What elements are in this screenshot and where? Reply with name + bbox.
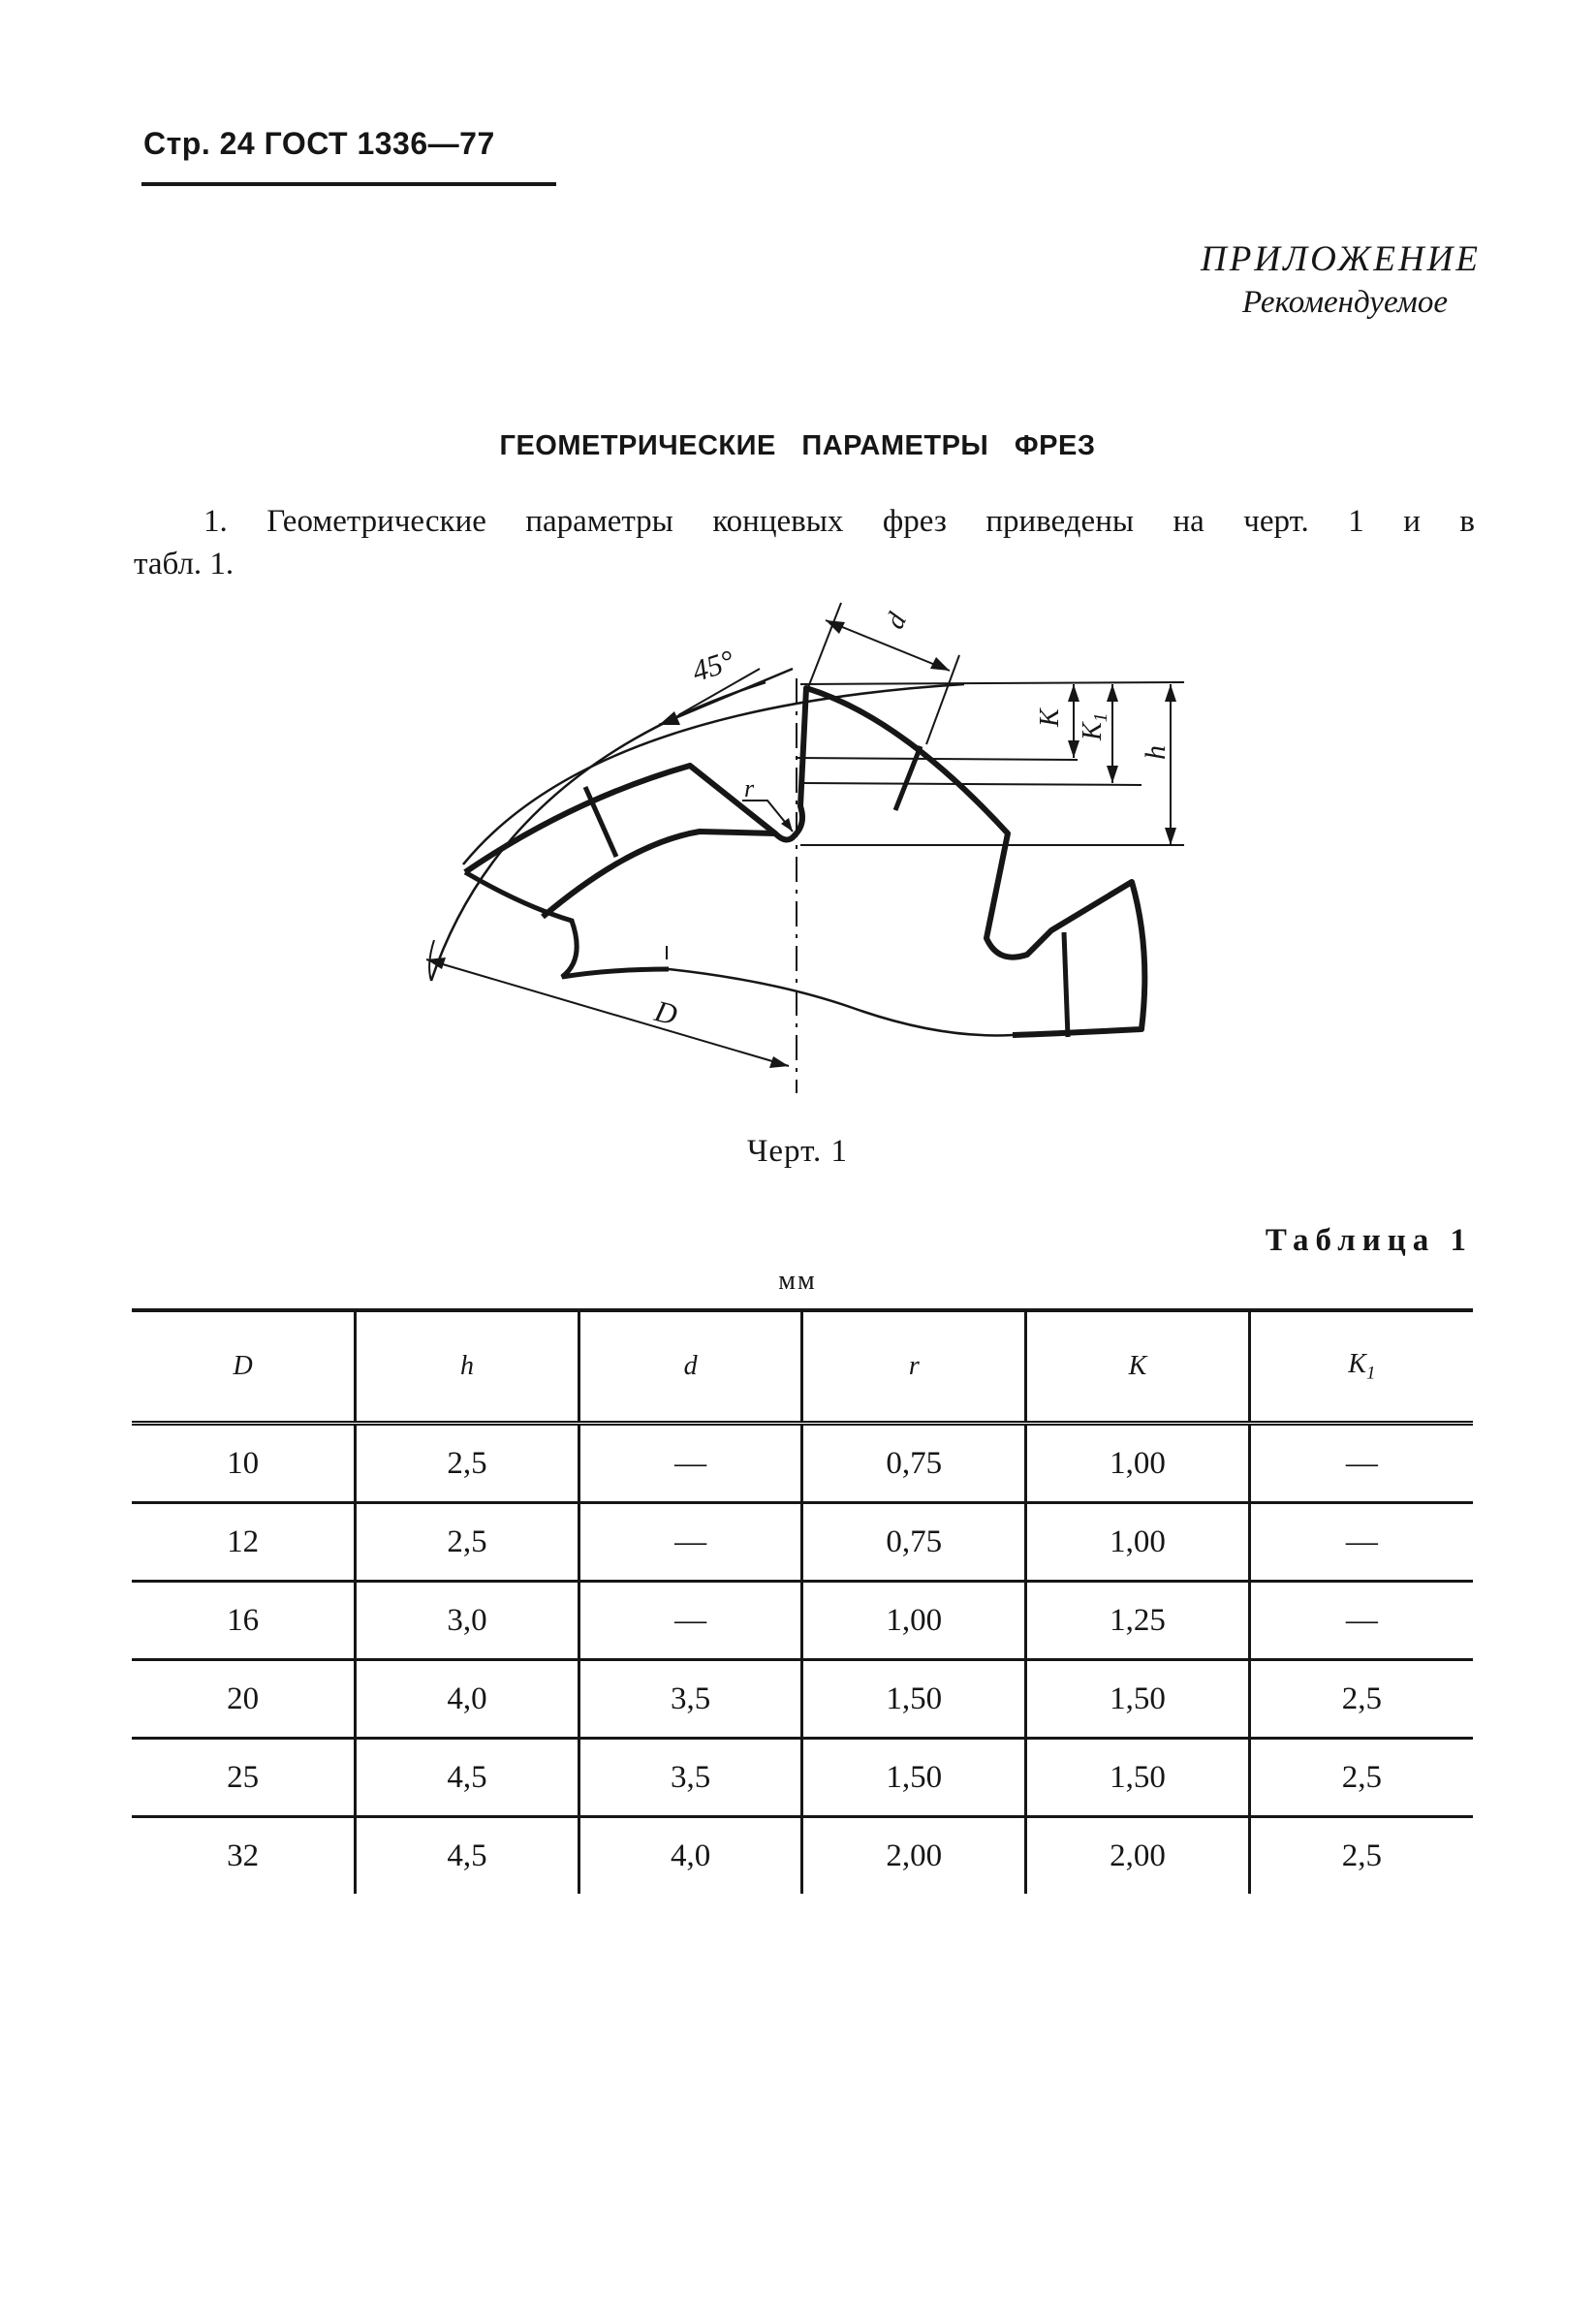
k-bottom-ext (797, 758, 1078, 760)
cutter-inner-profile (543, 832, 775, 917)
table-cell: 3,0 (356, 1582, 579, 1660)
parameters-table (132, 1308, 1473, 1894)
k1-label-sub: 1 (1090, 712, 1111, 723)
table-cell: 2,5 (1249, 1739, 1473, 1817)
header-h: h (356, 1310, 579, 1424)
paragraph-line-2: табл. 1. (134, 547, 235, 581)
appendix-status: Рекомендуемое (1241, 285, 1448, 320)
d-arrow-1 (826, 620, 845, 634)
header-k1 (1249, 1310, 1473, 1424)
table-cell: 4,5 (356, 1739, 579, 1817)
k-arrow-top (1068, 684, 1079, 702)
h-arrow-bottom (1165, 828, 1176, 845)
table-units: мм (778, 1266, 817, 1296)
d-arrow-2 (930, 657, 950, 671)
table-cell: 1,00 (802, 1582, 1026, 1660)
cutter-outer-profile (465, 688, 1144, 1035)
table-row (132, 1739, 1473, 1817)
table-cell: 20 (132, 1660, 356, 1739)
table-cell: 2,5 (356, 1503, 579, 1582)
tooth-back-line-3 (1064, 932, 1068, 1037)
table-cell: — (1249, 1424, 1473, 1503)
header-r: r (802, 1310, 1026, 1424)
d-dimension-arc (463, 684, 964, 864)
d-dim-line (826, 620, 950, 671)
d-diameter-dim-line (426, 959, 789, 1066)
table-cell: 2,00 (1026, 1817, 1250, 1895)
header-d: d (579, 1310, 802, 1424)
table-cell: 2,5 (356, 1424, 579, 1503)
page-header: Стр. 24 ГОСТ 1336—77 (143, 126, 495, 161)
diameter-label: D (651, 993, 681, 1032)
table-cell: 4,0 (579, 1817, 802, 1895)
table-cell: 0,75 (802, 1424, 1026, 1503)
table-cell: 1,25 (1026, 1582, 1250, 1660)
h-arrow-top (1165, 684, 1176, 702)
table-cell: 1,50 (1026, 1739, 1250, 1817)
d-label: d (880, 608, 914, 634)
table-cell: 3,5 (579, 1660, 802, 1739)
k-arrow-bottom (1068, 740, 1079, 758)
k1-arrow-top (1107, 684, 1118, 702)
angle-arrow-head (659, 711, 680, 725)
table-cell: — (579, 1424, 802, 1503)
paragraph-line-1: 1. Геометрические параметры концевых фрез приведены на черт. 1 и в (203, 504, 1475, 539)
table-row (132, 1424, 1473, 1503)
table-cell: 4,0 (356, 1660, 579, 1739)
table-cell: — (1249, 1503, 1473, 1582)
table-cell: 2,5 (1249, 1817, 1473, 1895)
k1-bottom-ext (804, 783, 1142, 785)
table-cell: 1,50 (802, 1660, 1026, 1739)
header-k1-main: K (1348, 1348, 1366, 1379)
h-label: h (1140, 745, 1172, 760)
table-cell: 4,5 (356, 1817, 579, 1895)
table-cell: 2,00 (802, 1817, 1026, 1895)
table-cell: 2,5 (1249, 1660, 1473, 1739)
table-cell: 16 (132, 1582, 356, 1660)
h-top-ext (800, 682, 1184, 684)
section-title: ГЕОМЕТРИЧЕСКИЕ ПАРАМЕТРЫ ФРЕЗ (499, 430, 1096, 461)
table-cell: 32 (227, 1837, 260, 1873)
table-cell: — (1249, 1582, 1473, 1660)
k1-label-main: K (1078, 722, 1108, 740)
d-diameter-arrow-2 (769, 1056, 789, 1068)
table-cell: 1,50 (802, 1739, 1026, 1817)
table-cell: 1,50 (1026, 1660, 1250, 1739)
table-cell: 1,00 (1026, 1503, 1250, 1582)
table-row (132, 1582, 1473, 1660)
k-label: K (1035, 708, 1065, 727)
table-label: Таблица 1 (1265, 1223, 1473, 1258)
header-k1-sub: 1 (1365, 1363, 1376, 1384)
table-cell: 3,5 (579, 1739, 802, 1817)
drawing-caption: Черт. 1 (746, 1134, 849, 1169)
d-ext-line-1 (807, 603, 841, 690)
r-label: r (744, 774, 755, 802)
header-k: K (1026, 1310, 1250, 1424)
table-row (132, 1503, 1473, 1582)
tooth-back-line-2 (895, 746, 921, 810)
appendix-title: ПРИЛОЖЕНИЕ (1201, 239, 1481, 279)
header-d-diameter: D (132, 1310, 356, 1424)
table-cell: 0,75 (802, 1503, 1026, 1582)
table-row (132, 1817, 1473, 1895)
table-cell: — (579, 1582, 802, 1660)
table-row (132, 1660, 1473, 1739)
table-header-row (132, 1310, 1473, 1424)
table-cell: 25 (132, 1739, 356, 1817)
table-cell: — (579, 1503, 802, 1582)
table-cell: 1,00 (1026, 1424, 1250, 1503)
body-bottom-contour (669, 969, 1013, 1035)
k1-arrow-bottom (1107, 766, 1118, 783)
chip-flute (465, 872, 669, 977)
table-cell: 12 (132, 1503, 356, 1582)
table-cell: 10 (132, 1424, 356, 1503)
k1-label (1078, 712, 1111, 741)
angle-label: 45° (687, 643, 738, 689)
